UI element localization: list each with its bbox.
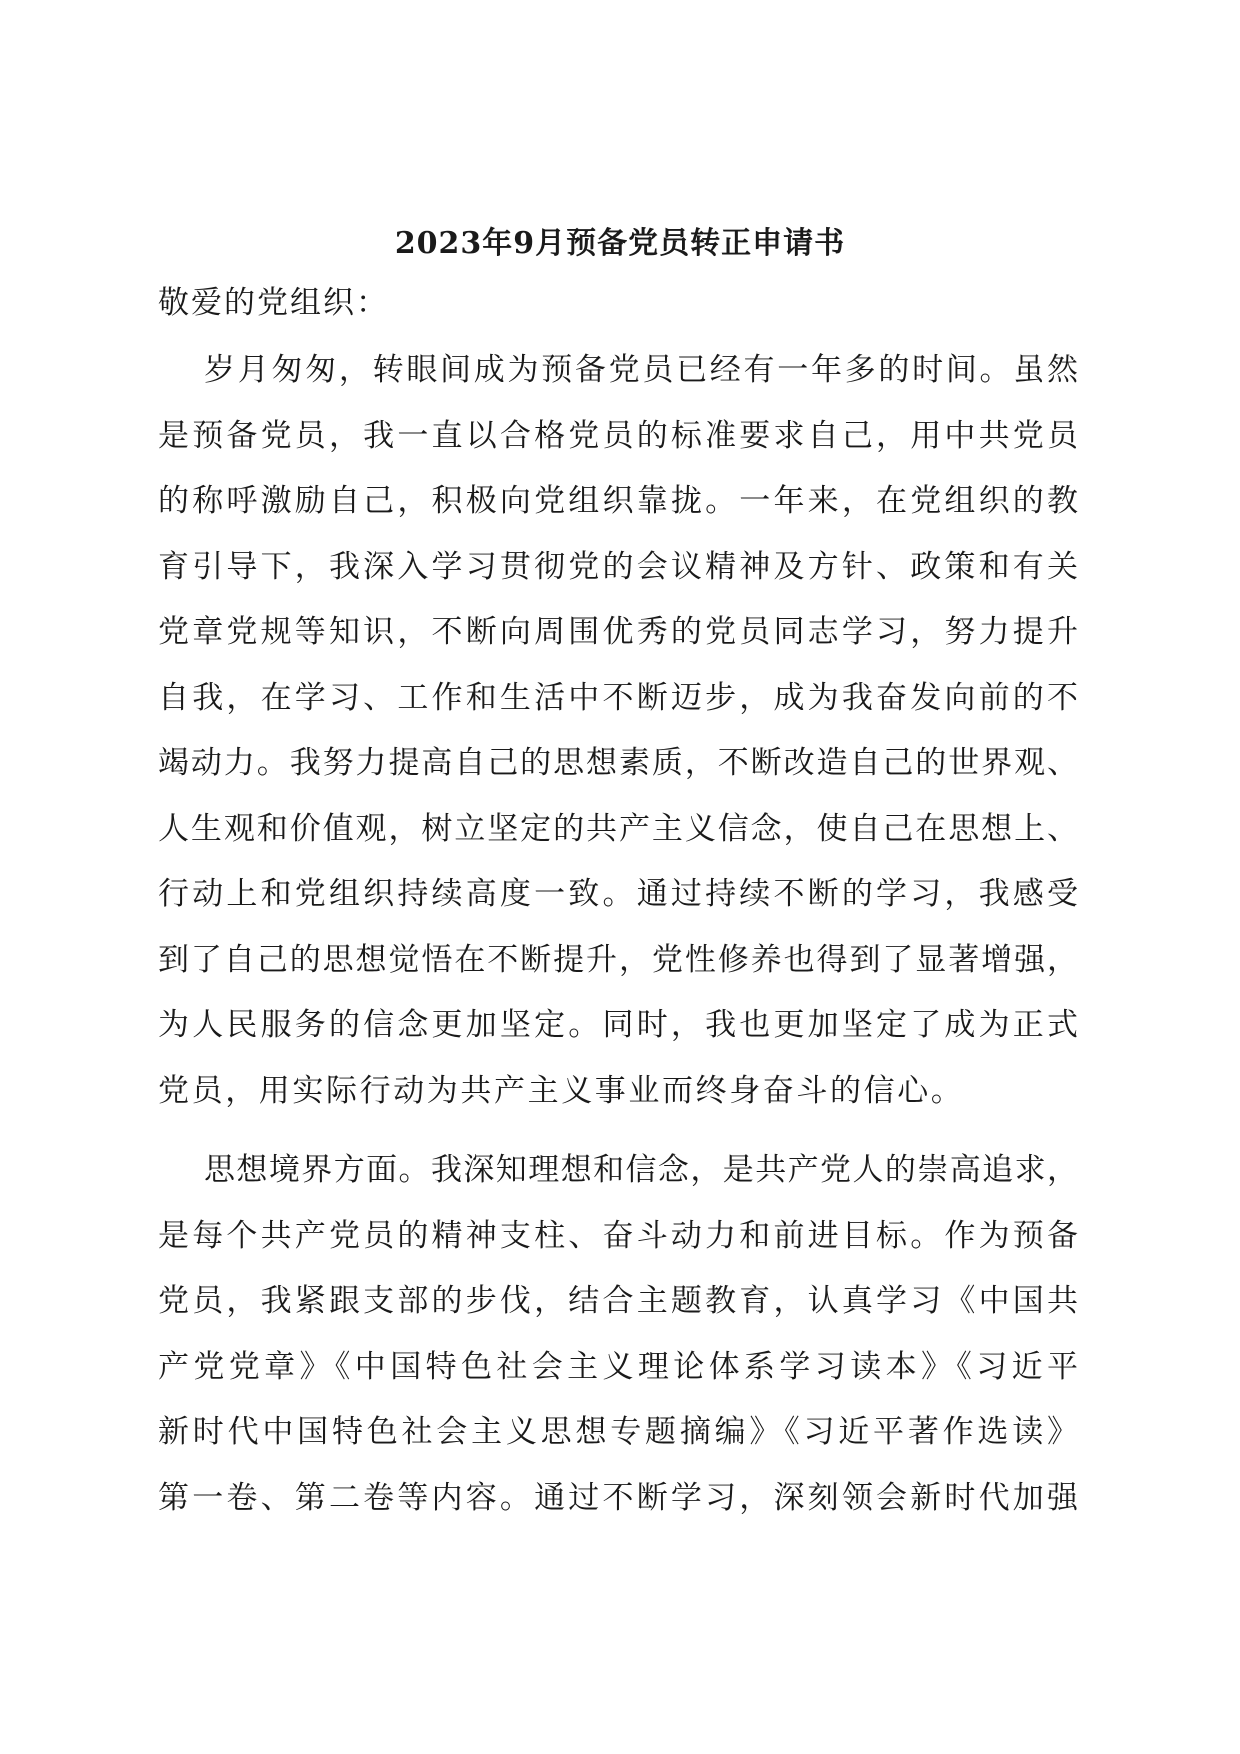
text-line: 第一卷、第二卷等内容。通过不断学习，深刻领会新时代加强 bbox=[158, 1479, 1078, 1516]
text-line: 行动上和党组织持续高度一致。通过持续不断的学习，我感受 bbox=[158, 876, 1078, 912]
paragraph-1 bbox=[158, 338, 1078, 1124]
text-line: 为人民服务的信念更加坚定。同时，我也更加坚定了成为正式 bbox=[158, 1007, 1078, 1043]
text-line: 岁月匆匆，转眼间成为预备党员已经有一年多的时间。虽然 bbox=[204, 352, 1078, 388]
text-line: 思想境界方面。我深知理想和信念，是共产党人的崇高追求， bbox=[204, 1152, 1078, 1188]
text-line: 产党党章》《中国特色社会主义理论体系学习读本》《习近平 bbox=[158, 1348, 1078, 1385]
text-line: 育引导下，我深入学习贯彻党的会议精神及方针、政策和有关 bbox=[158, 548, 1078, 585]
text-line: 人生观和价值观，树立坚定的共产主义信念，使自己在思想上、 bbox=[158, 810, 1078, 847]
text-line: 自我，在学习、工作和生活中不断迈步，成为我奋发向前的不 bbox=[158, 679, 1078, 716]
document-body bbox=[158, 270, 1078, 1545]
paragraph-2 bbox=[158, 1138, 1078, 1531]
text-line: 新时代中国特色社会主义思想专题摘编》《习近平著作选读》 bbox=[158, 1414, 1078, 1450]
text-line: 党章党规等知识，不断向周围优秀的党员同志学习，努力提升 bbox=[158, 614, 1078, 650]
document-title: 2023年9月预备党员转正申请书 bbox=[394, 226, 846, 261]
salutation: 敬爱的党组织： bbox=[158, 285, 389, 321]
text-line: 到了自己的思想觉悟在不断提升，党性修养也得到了显著增强， bbox=[158, 941, 1078, 978]
text-line: 是每个共产党员的精神支柱、奋斗动力和前进目标。作为预备 bbox=[158, 1217, 1078, 1254]
text-line: 党员，用实际行动为共产主义事业而终身奋斗的信心。 bbox=[158, 1072, 965, 1109]
text-line: 党员，我紧跟支部的步伐，结合主题教育，认真学习《中国共 bbox=[158, 1283, 1078, 1319]
text-line: 的称呼激励自己，积极向党组织靠拢。一年来，在党组织的教 bbox=[158, 483, 1078, 519]
text-line: 竭动力。我努力提高自己的思想素质，不断改造自己的世界观、 bbox=[158, 745, 1078, 781]
text-line: 是预备党员，我一直以合格党员的标准要求自己，用中共党员 bbox=[158, 417, 1078, 454]
